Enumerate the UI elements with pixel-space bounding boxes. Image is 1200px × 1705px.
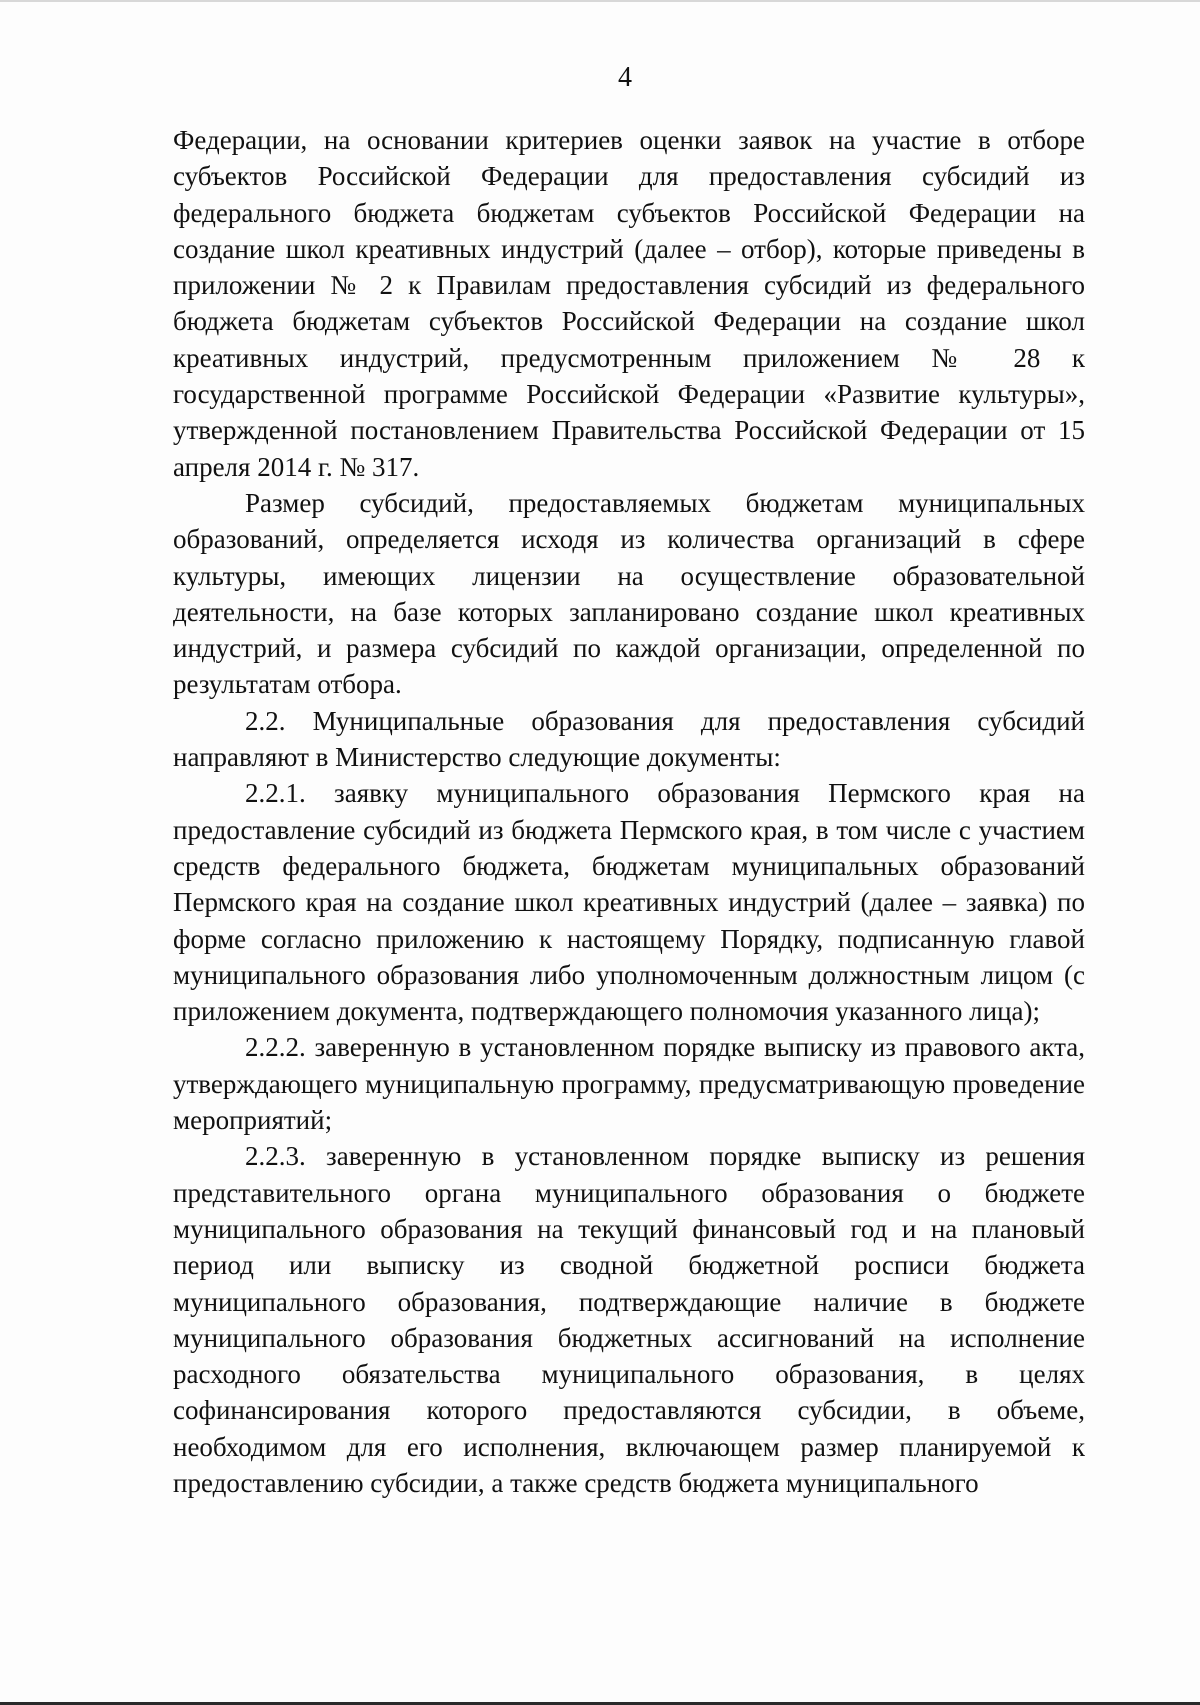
paragraph-2-2-3: 2.2.3. заверенную в установленном порядке выписку из решения представительного органа муниципального образования о бюджете муниципального образования на текущий финансовый год и на плановый период или выписку из сводной бюджетной росписи бюджета муниципального образования, подтверждающие наличие в бюджете муниципального образования бюджетных ассигнований на исполнение расходного обязательства муниципального образования, в целях софинансирования которого предоставляются субсидии, в объеме, необходимом для его исполнения, включающем размер планируемой к предоставлению субсидии, а также средств бюджета муниципального [173, 1141, 1085, 1498]
paragraph-2-2: 2.2. Муниципальные образования для предоставления субсидий направляют в Министерство следующие документы: [173, 705, 1085, 773]
paragraph-subsidy-size: Размер субсидий, предоставляемых бюджетам муниципальных образований, определяется исходя из количества организаций в сфере культуры, имеющих лицензии на осуществление образовательной деятельности, на базе которых запланировано создание школ креативных индустрий, и размера субсидий по каждой организации, определенной по результатам отбора. [173, 487, 1085, 700]
paragraph-2-2-2: 2.2.2. заверенную в установленном порядке выписку из правового акта, утверждающего муниципальную программу, предусматривающую проведение мероприятий; [173, 1032, 1085, 1136]
scan-edge-top [0, 0, 1200, 2]
paragraph-continuation: Федерации, на основании критериев оценки заявок на участие в отборе субъектов Российской Федерации для предоставления субсидий из федерального бюджета бюджетам субъектов Российской Федерации на создание школ креативных индустрий (далее – отбор), которые приведены в приложении № 2 к Правилам предоставления субсидий из федерального бюджета бюджетам субъектов Российской Федерации на создание школ креативных индустрий, предусмотренным приложением № 28 к государственной программе Российской Федерации «Развитие культуры», утвержденной постановлением Правительства Российской Федерации от 15 апреля 2014 г. № 317. [173, 125, 1085, 482]
paragraph-2-2-1: 2.2.1. заявку муниципального образования Пермского края на предоставление субсидий из бюджета Пермского края, в том числе с участием средств федерального бюджета, бюджетам муниципальных образований Пермского края на создание школ креативных индустрий (далее – заявка) по форме согласно приложению к настоящему Порядку, подписанную главой муниципального образования либо уполномоченным должностным лицом (с приложением документа, подтверждающего полномочия указанного лица); [173, 778, 1085, 1027]
document-body [173, 122, 1085, 1501]
page-number: 4 [618, 62, 632, 93]
